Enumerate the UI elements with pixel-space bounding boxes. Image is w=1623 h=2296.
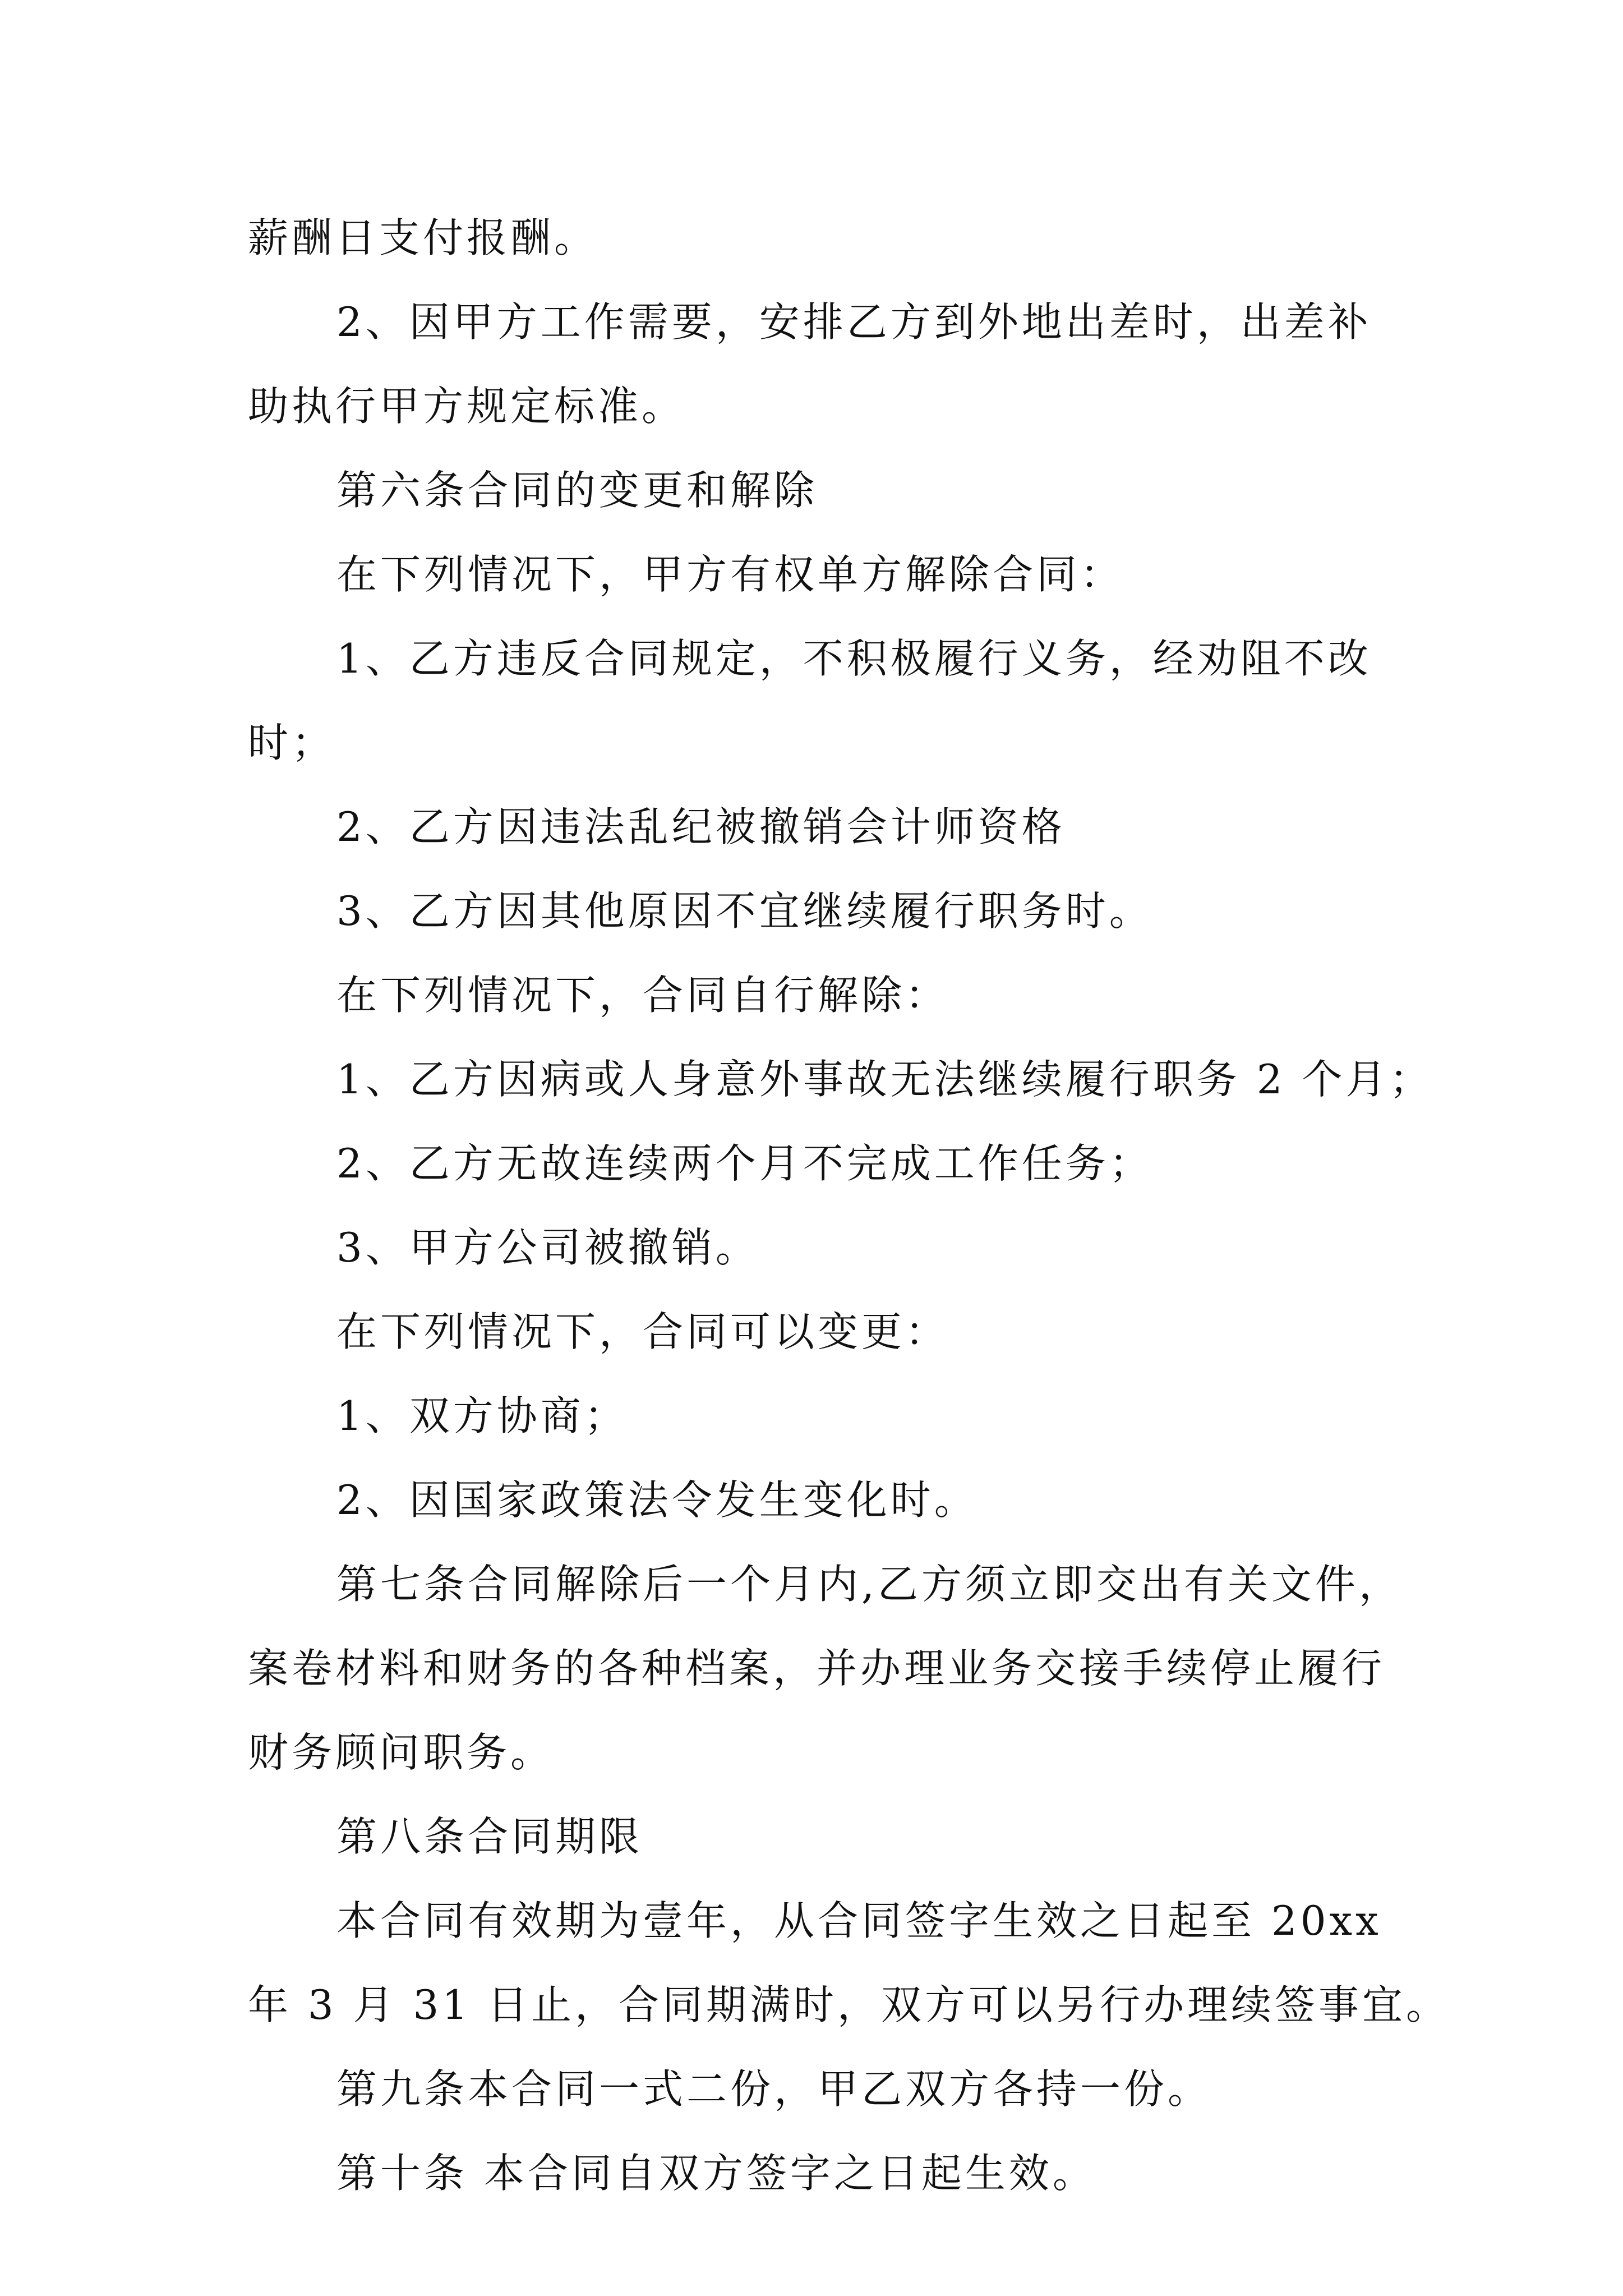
text-line-18: 案卷材料和财务的各种档案，并办理业务交接手续停止履行 — [248, 1645, 1386, 1692]
text-line-15: 1、双方协商； — [336, 1392, 628, 1439]
section-heading-10: 第十条 本合同自双方签字之日起生效。 — [336, 2150, 1096, 2197]
text-line-2: 2、因甲方工作需要，安排乙方到外地出差时，出差补 — [336, 298, 1372, 346]
text-line-6: 1、乙方违反合同规定，不积极履行义务，经劝阻不改 — [336, 635, 1372, 682]
text-line-1: 薪酬日支付报酬。 — [248, 214, 598, 261]
text-line-13: 3、甲方公司被撤销。 — [336, 1224, 759, 1271]
text-line-11: 1、乙方因病或人身意外事故无法继续履行职务 2 个月； — [336, 1056, 1433, 1103]
section-heading-9: 第九条本合同一式二份，甲乙双方各持一份。 — [336, 2065, 1212, 2113]
text-line-14: 在下列情况下，合同可以变更： — [336, 1308, 949, 1355]
text-line-16: 2、因国家政策法令发生变化时。 — [336, 1476, 978, 1524]
text-line-5: 在下列情况下，甲方有权单方解除合同： — [336, 551, 1124, 598]
text-line-3: 助执行甲方规定标准。 — [248, 383, 686, 430]
text-line-21: 本合同有效期为壹年，从合同签字生效之日起至 20xx — [336, 1897, 1382, 1944]
text-line-19: 财务顾问职务。 — [248, 1729, 555, 1776]
text-line-12: 2、乙方无故连续两个月不完成工作任务； — [336, 1140, 1153, 1187]
text-line-10: 在下列情况下，合同自行解除： — [336, 972, 949, 1019]
text-line-9: 3、乙方因其他原因不宜继续履行职务时。 — [336, 887, 1153, 935]
section-heading-7: 第七条合同解除后一个月内,乙方须立即交出有关文件， — [336, 1561, 1403, 1608]
section-heading-6: 第六条合同的变更和解除 — [336, 467, 818, 514]
text-line-8: 2、乙方因违法乱纪被撤销会计师资格 — [336, 803, 1066, 850]
section-heading-8: 第八条合同期限 — [336, 1813, 643, 1860]
text-line-22: 年 3 月 31 日止，合同期满时，双方可以另行办理续签事宜。 — [248, 1981, 1450, 2028]
text-line-7: 时； — [248, 719, 336, 766]
